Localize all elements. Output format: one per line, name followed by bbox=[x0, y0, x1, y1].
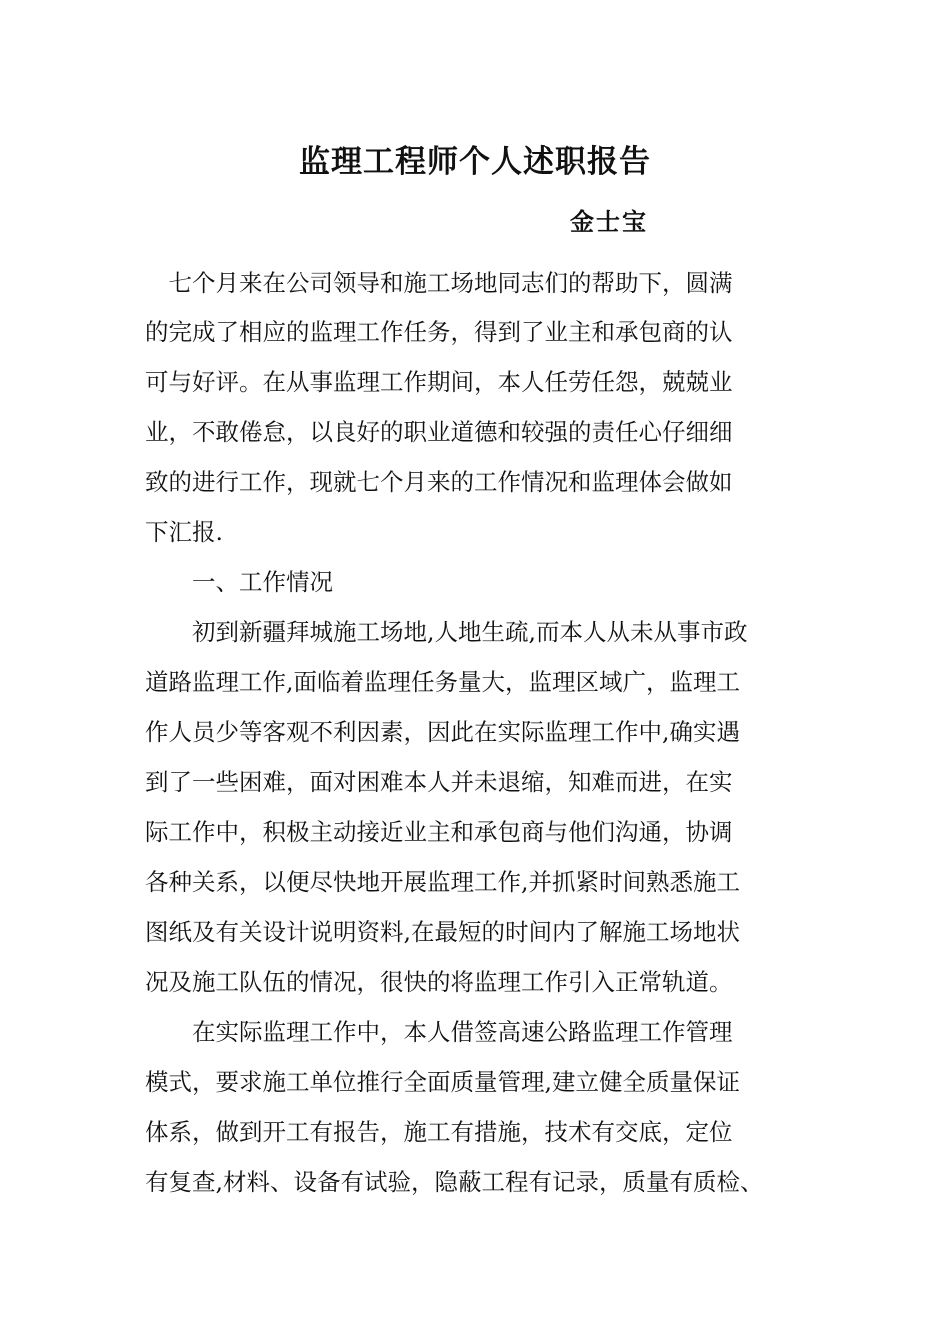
body-line: 七个月来在公司领导和施工场地同志们的帮助下，圆满 bbox=[145, 269, 733, 297]
body-line: 有复查,材料、设备有试验，隐蔽工程有记录，质量有质检、 bbox=[145, 1168, 764, 1196]
body-line: 际工作中，积极主动接近业主和承包商与他们沟通，协调 bbox=[145, 818, 733, 846]
body-line: 的完成了相应的监理工作任务，得到了业主和承包商的认 bbox=[145, 318, 733, 346]
body-line: 模式，要求施工单位推行全面质量管理,建立健全质量保证 bbox=[145, 1068, 740, 1096]
body-line: 体系，做到开工有报告，施工有措施，技术有交底，定位 bbox=[145, 1118, 733, 1146]
body-line: 可与好评。在从事监理工作期间，本人任劳任怨，兢兢业 bbox=[145, 368, 733, 396]
body-line: 到了一些困难，面对困难本人并未退缩，知难而进，在实 bbox=[145, 768, 733, 796]
body-line: 致的进行工作，现就七个月来的工作情况和监理体会做如 bbox=[145, 468, 733, 496]
section-heading: 一、工作情况 bbox=[145, 568, 333, 596]
body-line: 况及施工队伍的情况，很快的将监理工作引入正常轨道。 bbox=[145, 968, 733, 996]
body-line: 下汇报. bbox=[145, 518, 223, 546]
document-title: 监理工程师个人述职报告 bbox=[299, 144, 651, 180]
body-line: 在实际监理工作中，本人借签高速公路监理工作管理 bbox=[145, 1018, 733, 1046]
body-line: 图纸及有关设计说明资料,在最短的时间内了解施工场地状 bbox=[145, 918, 740, 946]
body-line: 各种关系，以便尽快地开展监理工作,并抓紧时间熟悉施工 bbox=[145, 868, 740, 896]
author-name: 金士宝 bbox=[570, 207, 648, 236]
body-line: 作人员少等客观不利因素，因此在实际监理工作中,确实遇 bbox=[145, 718, 740, 746]
body-line: 道路监理工作,面临着监理任务量大，监理区域广，监理工 bbox=[145, 668, 740, 696]
body-line: 业，不敢倦怠，以良好的职业道德和较强的责任心仔细细 bbox=[145, 418, 733, 446]
body-line: 初到新疆拜城施工场地,人地生疏,而本人从未从事市政 bbox=[145, 618, 748, 646]
